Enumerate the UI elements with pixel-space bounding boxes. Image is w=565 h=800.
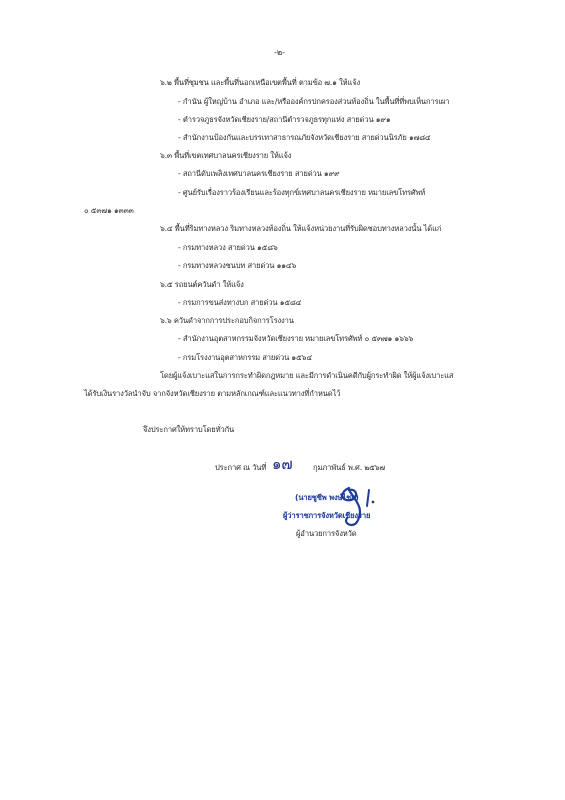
signer-title: ผู้ว่าราชการจังหวัดเชียงราย <box>283 511 371 520</box>
section-6-5-item-1: - กรมการขนส่งทางบก สายด่วน ๑๕๘๔ <box>178 298 302 307</box>
paragraph-line-2: ได้รับเงินรางวัลนำจับ จากจังหวัดเชียงราย ตามหลักเกณฑ์และแนวทางที่กำหนดไว้ <box>84 389 341 398</box>
date-prefix: ประกาศ ณ วันที่ <box>215 463 267 472</box>
signer-role: ผู้อำนวยการจังหวัด <box>296 529 357 538</box>
section-6-5-heading: ๖.๕ รถยนต์ควันดำ ให้แจ้ง <box>160 280 244 289</box>
section-6-6-heading: ๖.๖ ควันดำจากการประกอบกิจการโรงงาน <box>160 316 294 325</box>
paragraph-line-1: โดยผู้แจ้งเบาะแสในการกระทำผิดกฎหมาย และมีการดำเนินคดีกับผู้กระทำผิด ให้ผู้แจ้งเบาะแส <box>160 371 454 380</box>
section-6-4-item-1: - กรมทางหลวง สายด่วน ๑๕๘๖ <box>178 243 278 252</box>
announcement-closing: จึงประกาศให้ทราบโดยทั่วกัน <box>143 425 235 434</box>
section-6-6-item-2: - กรมโรงงานอุตสาหกรรม สายด่วน ๑๕๖๔ <box>178 353 312 362</box>
date-month-year: กุมภาพันธ์ พ.ศ. ๒๕๖๗ <box>313 463 385 472</box>
page-number: -๒- <box>274 48 286 57</box>
section-6-3-item-2-continued: ๐ ๕๓๗๑ ๑๓๓๓ <box>84 206 134 215</box>
section-6-2-heading: ๖.๒ พื้นที่ชุมชน และพื้นที่นอกเหนือเขตพื้นที่ ตามข้อ ๗.๑ ให้แจ้ง <box>160 78 361 87</box>
signature-mark <box>335 478 395 530</box>
section-6-4-heading: ๖.๔ พื้นที่ริมทางหลวง ริมทางหลวงท้องถิ่น ให้แจ้งหน่วยงานที่รับผิดชอบทางหลวงนั้น ได้แก่ <box>160 224 442 233</box>
section-6-4-item-2: - กรมทางหลวงชนบท สายด่วน ๑๑๔๖ <box>178 261 297 270</box>
signer-name: (นายชูชีพ พงษ์ไชย) <box>295 493 359 502</box>
section-6-3-item-1: - สถานีดับเพลิงเทศบาลนครเชียงราย สายด่วน ๑๙๙ <box>178 169 340 178</box>
date-day-handwritten: ๑๗ <box>272 455 293 473</box>
section-6-3-item-2: - ศูนย์รับเรื่องราวร้องเรียนและร้องทุกข์เทศบาลนครเชียงราย หมายเลขโทรศัพท์ <box>178 188 426 197</box>
section-6-2-item-3: - สำนักงานป้องกันและบรรเทาสาธารณภัยจังหวัดเชียงราย สายด่วนนิรภัย ๑๗๘๔ <box>178 133 431 142</box>
section-6-3-heading: ๖.๓ พื้นที่เขตเทศบาลนครเชียงราย ให้แจ้ง <box>160 151 292 160</box>
section-6-2-item-2: - ตำรวจภูธรจังหวัดเชียงราย/สถานีตำรวจภูธรทุกแห่ง สายด่วน ๑๙๑ <box>178 115 391 124</box>
section-6-6-item-1: - สำนักงานอุตสาหกรรมจังหวัดเชียงราย หมายเลขโทรศัพท์ ๐ ๕๓๗๑ ๑๖๖๖ <box>178 334 414 343</box>
section-6-2-item-1: - กำนัน ผู้ใหญ่บ้าน อำเภอ และ/หรือองค์กรปกครองส่วนท้องถิ่น ในพื้นที่ที่พบเห็นการเผา <box>178 97 450 106</box>
